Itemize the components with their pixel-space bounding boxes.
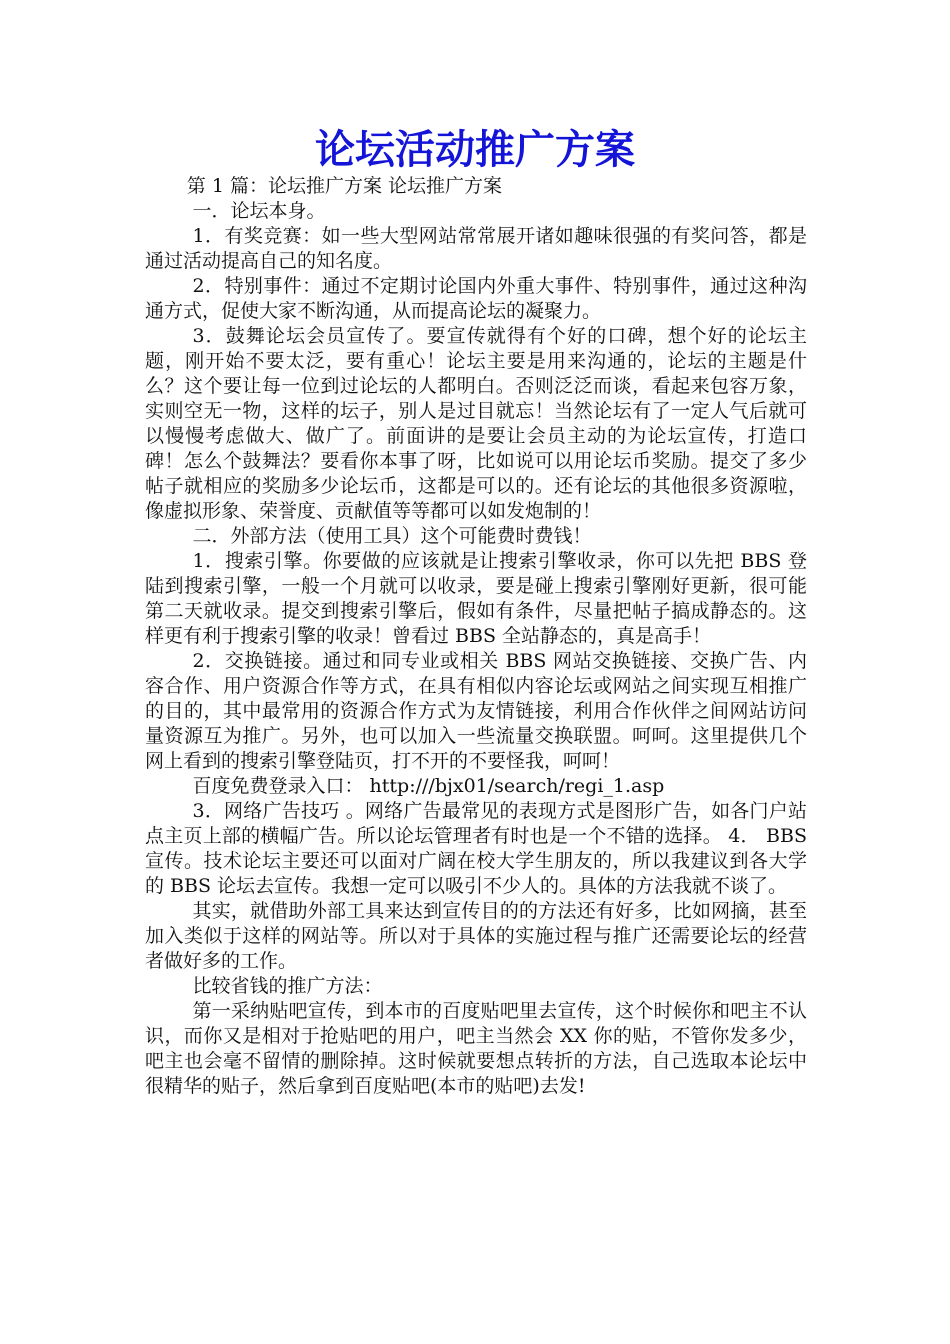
- chapter-heading: 第 1 篇：论坛推广方案 论坛推广方案: [186, 175, 503, 197]
- document-title: 论坛活动推广方案: [315, 126, 635, 173]
- section-heading: 二．外部方法（使用工具）这个可能费时费钱！: [192, 525, 592, 547]
- paragraph: 3．网络广告技巧 。网络广告最常见的表现方式是图形广告，如各门户站点主页上部的横幅广告。所以论坛管理者有时也是一个不错的选择。 4． BBS 宣传。技术论坛主要还可以面对广阔在校大学生朋友的，所以我建议到各大学的 BBS 论坛去宣传。我想一定可以吸引不少人的。具体的方法我就不谈了。: [145, 800, 807, 897]
- section-heading: 比较省钱的推广方法：: [192, 975, 383, 997]
- paragraph: 2．交换链接。通过和同专业或相关 BBS 网站交换链接、交换广告、内容合作、用户资源合作等方式，在具有相似内容论坛或网站之间实现互相推广的目的，其中最常用的资源合作方式为友情链接，利用合作伙伴之间网站访问量资源互为推广。另外，也可以加入一些流量交换联盟。呵呵。这里提供几个网上看到的搜索引擎登陆页，打不开的不要怪我，呵呵！: [145, 650, 807, 772]
- paragraph: 1．搜索引擎。你要做的应该就是让搜索引擎收录，你可以先把 BBS 登陆到搜索引擎，一般一个月就可以收录，要是碰上搜索引擎刚好更新，很可能第二天就收录。提交到搜索引擎后，假如有条件，尽量把帖子搞成静态的。这样更有利于搜索引擎的收录！曾看过 BBS 全站静态的，真是高手！: [145, 550, 807, 647]
- document-body: [145, 174, 807, 1099]
- paragraph: 3．鼓舞论坛会员宣传了。要宣传就得有个好的口碑，想个好的论坛主题，刚开始不要太泛，要有重心！论坛主要是用来沟通的，论坛的主题是什么？这个要让每一位到过论坛的人都明白。否则泛泛而谈，看起来包容万象，实则空无一物，这样的坛子，别人是过目就忘！当然论坛有了一定人气后就可以慢慢考虑做大、做广了。前面讲的是要让会员主动的为论坛宣传，打造口碑！怎么个鼓舞法？要看你本事了呀，比如说可以用论坛币奖励。提交了多少帖子就相应的奖励多少论坛币，这都是可以的。还有论坛的其他很多资源啦，像虚拟形象、荣誉度、贡献值等等都可以如发炮制的！: [145, 325, 807, 522]
- paragraph: 其实，就借助外部工具来达到宣传目的的方法还有好多，比如网摘，甚至加入类似于这样的网站等。所以对于具体的实施过程与推广还需要论坛的经营者做好多的工作。: [145, 900, 807, 972]
- paragraph: 第一采纳贴吧宣传，到本市的百度贴吧里去宣传，这个时候你和吧主不认识，而你又是相对于抢贴吧的用户，吧主当然会 XX 你的贴，不管你发多少，吧主也会毫不留情的删除掉。这时候就要想点转折的方法，自己选取本论坛中很精华的贴子，然后拿到百度贴吧(本市的贴吧)去发!: [145, 1000, 807, 1097]
- paragraph: 2．特别事件：通过不定期讨论国内外重大事件、特别事件，通过这种沟通方式，促使大家不断沟通，从而提高论坛的凝聚力。: [145, 275, 807, 322]
- section-heading: 一．论坛本身。: [192, 200, 326, 222]
- paragraph: 1．有奖竞赛：如一些大型网站常常展开诸如趣味很强的有奖问答，都是通过活动提高自己的知名度。: [145, 225, 807, 272]
- link-line: 百度免费登录入口： http:///bjx01/search/regi_1.asp: [192, 775, 665, 797]
